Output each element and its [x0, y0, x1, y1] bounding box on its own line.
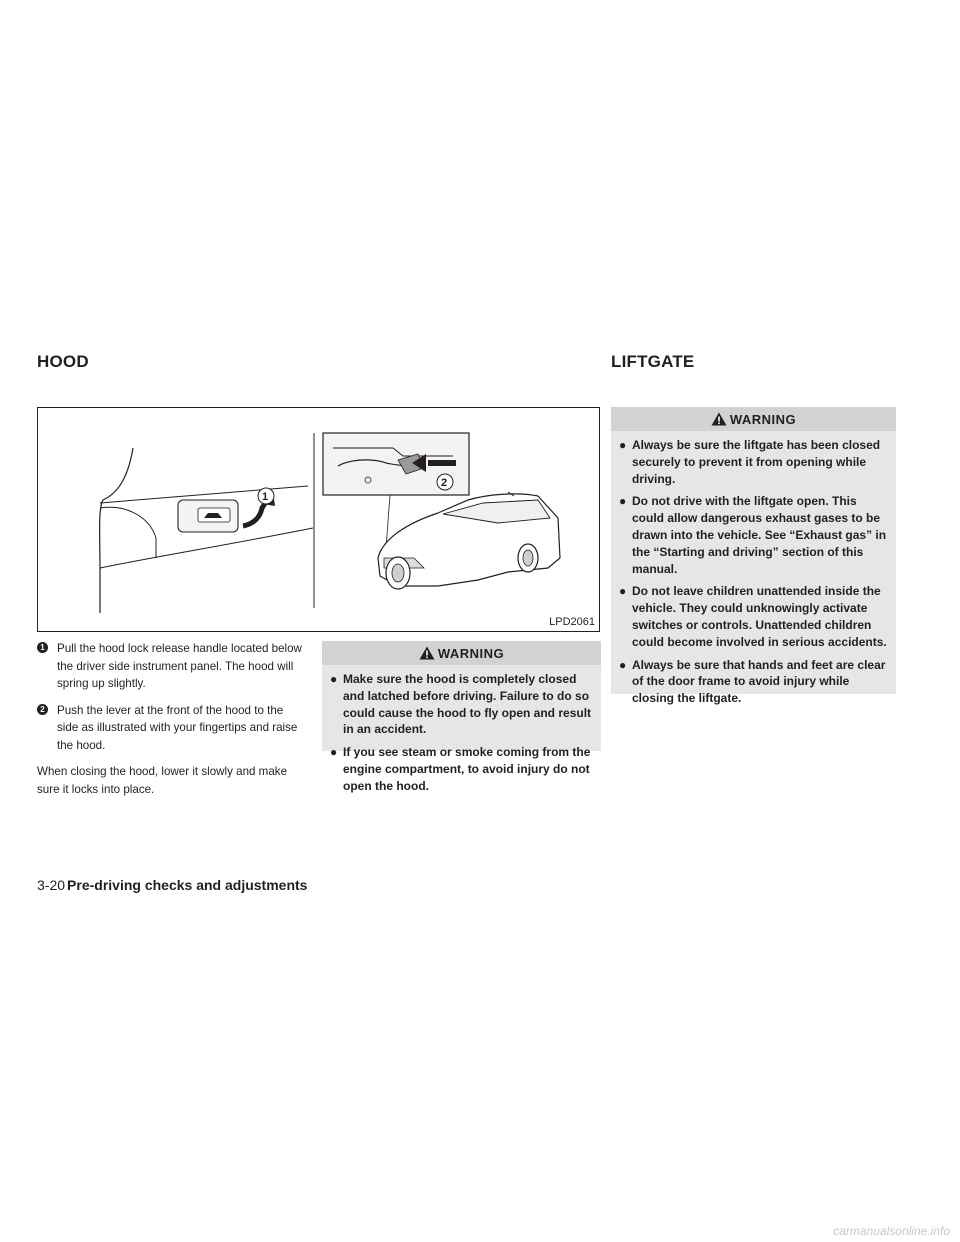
warning-header [611, 407, 896, 431]
step-text: Pull the hood lock release handle located below the driver side instrument panel. The hood will spring up slightly. [57, 642, 302, 690]
section-title: Pre-driving checks and adjustments [67, 877, 308, 893]
hood-warning-box [322, 641, 601, 793]
hood-steps [37, 640, 302, 798]
bullet-icon: ● [619, 438, 627, 452]
bullet-icon: ● [330, 672, 338, 686]
step-1 [37, 640, 302, 693]
step-number-badge: 1 [37, 642, 48, 653]
bullet-icon: ● [619, 494, 627, 509]
callout-1: 1 [262, 491, 269, 503]
step-2 [37, 702, 302, 755]
warning-icon [419, 646, 435, 660]
warning-title: WARNING [437, 645, 505, 661]
bullet-icon: ● [330, 745, 338, 760]
warning-item: ● If you see steam or smoke coming from the engine compartment, to avoid injury do not open the hood. [330, 745, 591, 793]
warning-item: ● Do not leave children unattended inside the vehicle. They could unknowingly activate switches or controls. Unattended children could become involved in serious accidents. [619, 584, 887, 649]
closing-paragraph: When closing the hood, lower it slowly and make sure it locks into place. [37, 765, 288, 796]
warning-item: ● Always be sure the liftgate has been closed securely to prevent it from opening while driving. [619, 438, 881, 486]
step-number-badge: 2 [37, 704, 48, 715]
warning-item: ● Always be sure that hands and feet are clear of the door frame to avoid injury while closing the liftgate. [619, 657, 886, 706]
watermark: carmanualsonline.info [833, 1224, 950, 1238]
warning-header [322, 641, 601, 665]
warning-icon [711, 412, 727, 426]
hood-illustration-svg [38, 408, 600, 632]
liftgate-warning-box [611, 407, 896, 706]
callout-2: 2 [441, 477, 448, 489]
bullet-icon: ● [619, 584, 627, 599]
liftgate-heading: LIFTGATE [611, 352, 695, 371]
bullet-icon: ● [619, 657, 627, 672]
page-footer [37, 877, 307, 893]
warning-title: WARNING [729, 411, 797, 427]
hood-heading: HOOD [37, 352, 89, 371]
warning-item: ● Do not drive with the liftgate open. This could allow dangerous exhaust gases to be drawn into the vehicle. See “Exhaust gas” in the “Starting and driving” section of this manual. [619, 494, 887, 576]
warning-item: ● Make sure the hood is completely closed and latched before driving. Failure to do so could cause the hood to fly open and result in an accident. [330, 672, 592, 737]
page-number: 3-20 [37, 877, 66, 893]
hood-release-illustration [37, 407, 600, 632]
step-text: Push the lever at the front of the hood to the side as illustrated with your fingertips and raise the hood. [57, 703, 298, 752]
figure-code: LPD2061 [549, 616, 595, 628]
